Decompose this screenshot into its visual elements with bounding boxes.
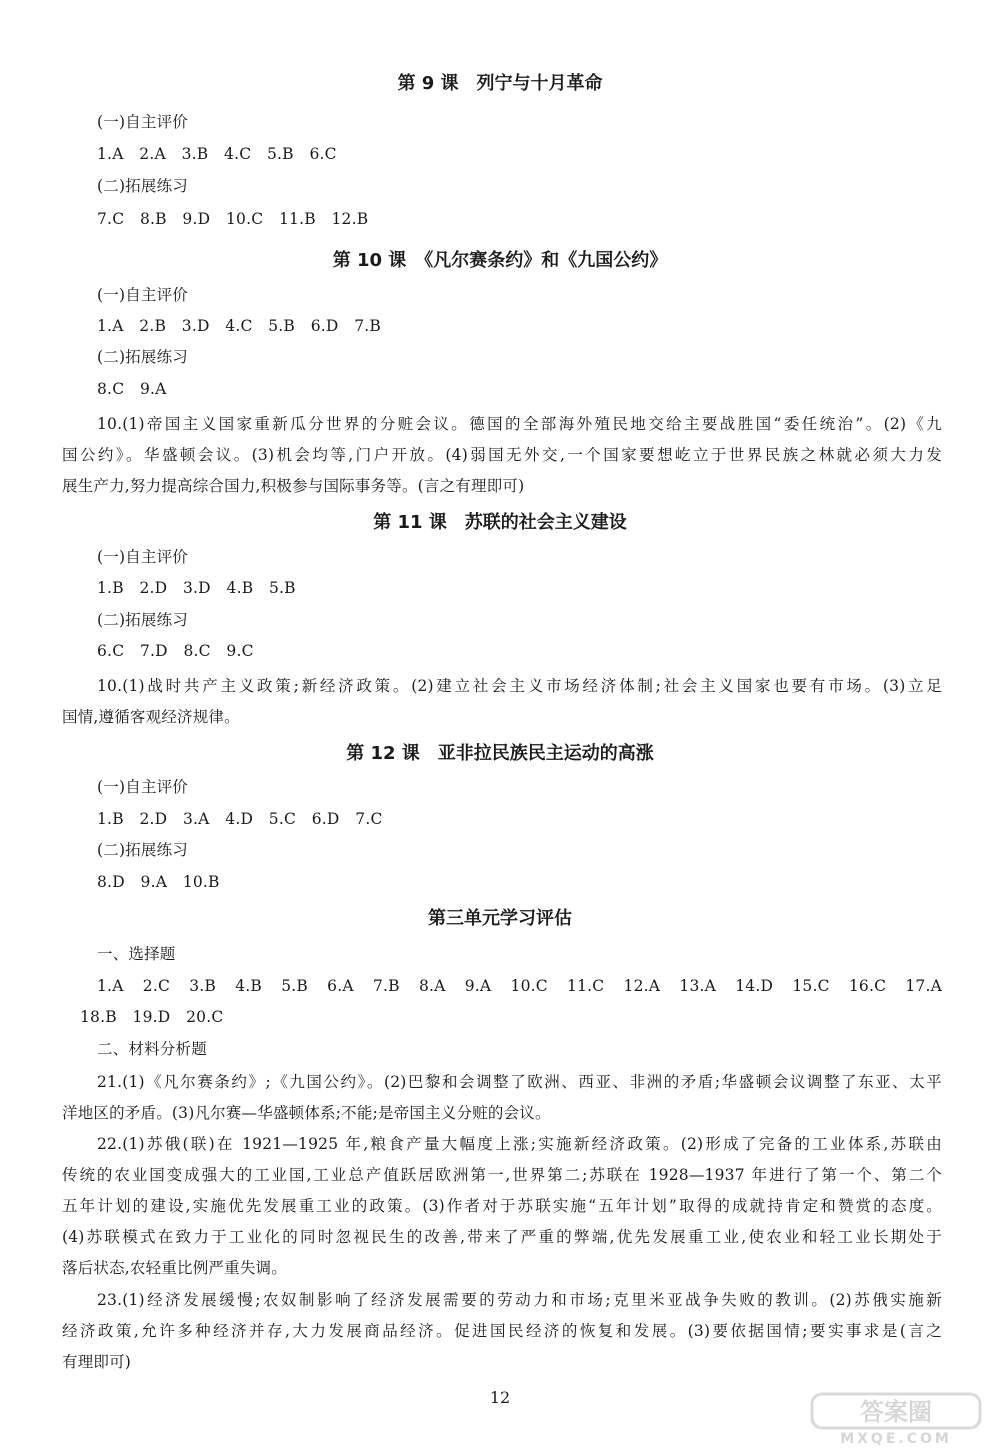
unit3-q21-line1: 21.(1)《凡尔赛条约》;《九国公约》。(2)巴黎和会调整了欧洲、西亚、非洲的矛盾;华盛顿会议调整了东亚、太平	[97, 1073, 942, 1091]
lesson9-section1-label: (一)自主评价	[97, 113, 188, 131]
lesson12-title: 第 12 课 亚非拉民族民主运动的高涨	[346, 743, 654, 764]
unit3-title: 第三单元学习评估	[428, 908, 572, 929]
lesson10-section1-answers: 1.A 2.B 3.D 4.C 5.B 6.D 7.B	[97, 317, 381, 335]
unit3-q22-line3: 五年计划的建设,实施优先发展重工业的政策。(3)作者对于苏联实施“五年计划”取得的成就持肯定和赞赏的态度。	[62, 1197, 942, 1215]
unit3-part2-label: 二、材料分析题	[97, 1040, 207, 1058]
unit3-q23-line2: 经济政策,允许多种经济并存,大力发展商品经济。促进国民经济的恢复和发展。(3)要依据国情;要实事求是(言之	[62, 1322, 942, 1340]
unit3-q23-line1: 23.(1)经济发展缓慢;农奴制影响了经济发展需要的劳动力和市场;克里米亚战争失败的教训。(2)苏俄实施新	[97, 1291, 942, 1309]
lesson9-section2-answers: 7.C 8.B 9.D 10.C 11.B 12.B	[97, 210, 369, 228]
page-number: 12	[489, 1388, 511, 1407]
lesson12-section2-label: (二)拓展练习	[97, 841, 188, 859]
unit3-q22-line4: (4)苏联模式在致力于工业化的同时忽视民生的改善,带来了严重的弊端,优先发展重工业,使农业和轻工业长期处于	[62, 1228, 942, 1246]
unit3-q23-line3: 有理即可)	[62, 1353, 132, 1371]
lesson11-section1-label: (一)自主评价	[97, 548, 188, 566]
unit3-q22-line2: 传统的农业国变成强大的工业国,工业总产值跃居欧洲第一,世界第二;苏联在 1928—1937 年进行了第一个、第二个	[62, 1166, 942, 1184]
lesson10-title: 第 10 课 《凡尔赛条约》和《九国公约》	[332, 250, 668, 271]
lesson12-section1-answers: 1.B 2.D 3.A 4.D 5.C 6.D 7.C	[97, 810, 383, 828]
lesson12-section2-answers: 8.D 9.A 10.B	[97, 873, 220, 891]
lesson10-q10-line3: 展生产力,努力提高综合国力,积极参与国际事务等。(言之有理即可)	[62, 477, 525, 495]
unit3-q21-line2: 洋地区的矛盾。(3)凡尔赛—华盛顿体系;不能;是帝国主义分赃的会议。	[62, 1104, 551, 1122]
unit3-choices-line1: 1.A 2.C 3.B 4.B 5.B 6.A 7.B 8.A 9.A 10.C 11.C 12.A 13.A 14.D 15.C 16.C 17.A	[97, 977, 942, 995]
lesson10-section1-label: (一)自主评价	[97, 286, 188, 304]
lesson10-section2-label: (二)拓展练习	[97, 348, 188, 366]
lesson9-title: 第 9 课 列宁与十月革命	[397, 73, 603, 94]
unit3-q22-line1: 22.(1)苏俄(联)在 1921—1925 年,粮食产量大幅度上涨;实施新经济政策。(2)形成了完备的工业体系,苏联由	[97, 1135, 942, 1153]
unit3-q22-line5: 落后状态,农轻重比例严重失调。	[62, 1259, 287, 1277]
lesson11-q10-line2: 国情,遵循客观经济规律。	[62, 708, 240, 726]
lesson11-q10-line1: 10.(1)战时共产主义政策;新经济政策。(2)建立社会主义市场经济体制;社会主义国家也要有市场。(3)立足	[97, 677, 942, 695]
watermark-logo	[810, 1392, 982, 1446]
lesson11-section2-answers: 6.C 7.D 8.C 9.C	[97, 642, 254, 660]
lesson10-q10-line2: 国公约》。华盛顿会议。(3)机会均等,门户开放。(4)弱国无外交,一个国家要想屹立于世界民族之林就必须大力发	[62, 446, 942, 464]
unit3-part1-label: 一、选择题	[97, 945, 176, 963]
lesson12-section1-label: (一)自主评价	[97, 778, 188, 796]
svg-text:MXQE.COM: MXQE.COM	[840, 1431, 952, 1446]
lesson10-q10-line1: 10.(1)帝国主义国家重新瓜分世界的分赃会议。德国的全部海外殖民地交给主要战胜国“委任统治”。(2)《九	[97, 415, 942, 433]
lesson11-section1-answers: 1.B 2.D 3.D 4.B 5.B	[97, 579, 296, 597]
lesson10-section2-answers: 8.C 9.A	[97, 380, 167, 398]
lesson11-title: 第 11 课 苏联的社会主义建设	[373, 512, 627, 533]
svg-text:答案圈: 答案圈	[860, 1398, 932, 1426]
lesson9-section2-label: (二)拓展练习	[97, 177, 188, 195]
lesson11-section2-label: (二)拓展练习	[97, 611, 188, 629]
lesson9-section1-answers: 1.A 2.A 3.B 4.C 5.B 6.C	[97, 145, 337, 163]
unit3-choices-line2: 18.B 19.D 20.C	[80, 1008, 224, 1026]
